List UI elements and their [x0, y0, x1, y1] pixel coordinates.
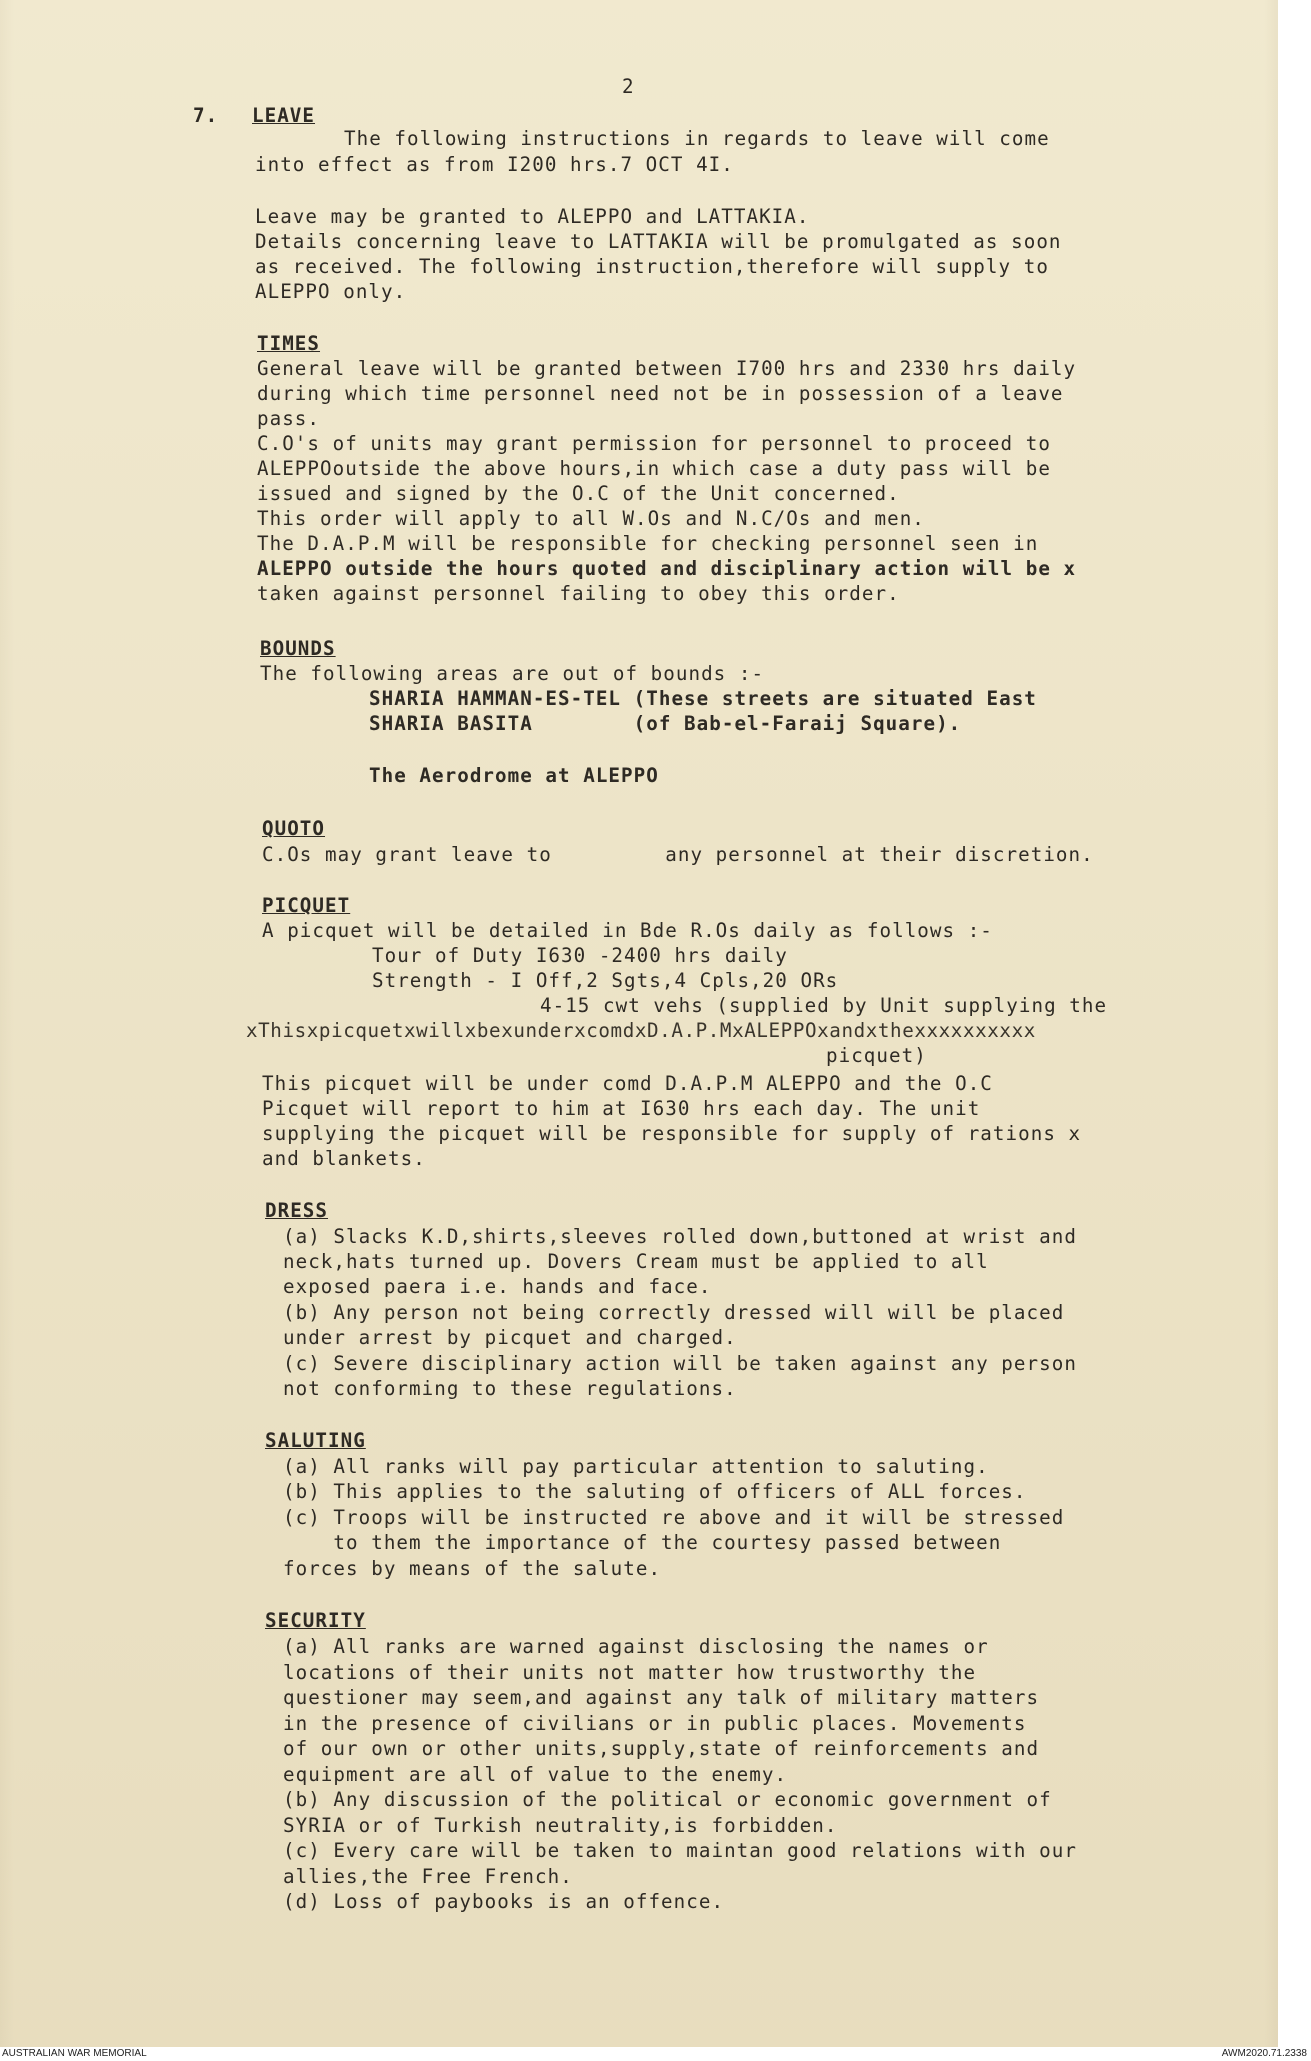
quoto-line: C.Os may grant leave to any personnel at their discretion.: [262, 843, 1094, 866]
security-line: (c) Every care will be taken to maintan good relations with our: [283, 1839, 1077, 1862]
saluting-heading: SALUTING: [265, 1429, 366, 1452]
times-line: This order will apply to all W.Os and N.C/Os and men.: [257, 507, 925, 530]
dress-line: (a) Slacks K.D,shirts,sleeves rolled down,buttoned at wrist and: [283, 1225, 1077, 1248]
dress-line: (b) Any person not being correctly dressed will will be placed: [283, 1301, 1065, 1324]
picquet-line: picquet): [826, 1044, 927, 1067]
times-line: ALEPPO outside the hours quoted and disciplinary action will be x: [257, 557, 1077, 580]
picquet-after-line: Picquet will report to him at I630 hrs each day. The unit: [262, 1097, 981, 1120]
dress-line: neck,hats turned up. Dovers Cream must be applied to all: [283, 1250, 989, 1273]
leave-intro-line: The following instructions in regards to leave will come: [344, 127, 1050, 150]
security-line: locations of their units not matter how trustworthy the: [283, 1661, 977, 1684]
security-line: (a) All ranks are warned against disclosing the names or: [283, 1635, 989, 1658]
times-line: taken against personnel failing to obey this order.: [257, 582, 900, 605]
bounds-heading: BOUNDS: [260, 637, 336, 660]
security-line: in the presence of civilians or in public places. Movements: [283, 1712, 1027, 1735]
dress-line: exposed paera i.e. hands and face.: [283, 1275, 712, 1298]
picquet-line: Tour of Duty I630 -2400 hrs daily: [372, 944, 788, 967]
picquet-line: Strength - I Off,2 Sgts,4 Cpls,20 ORs: [372, 969, 839, 992]
bounds-aerodrome: The Aerodrome at ALEPPO: [369, 764, 659, 787]
leave-heading: LEAVE: [252, 104, 316, 127]
leave-places-line: ALEPPO only.: [255, 280, 407, 303]
times-line: General leave will be granted between I700 hrs and 2330 hrs daily: [257, 357, 1077, 380]
security-heading: SECURITY: [265, 1609, 366, 1632]
saluting-line: (b) This applies to the saluting of officers of ALL forces.: [283, 1480, 1027, 1503]
leave-intro-line: into effect as from I200 hrs.7 OCT 4I.: [255, 153, 734, 176]
picquet-after-line: This picquet will be under comd D.A.P.M ALEPPO and the O.C: [262, 1072, 993, 1095]
footer-reference: AWM2020.71.2338: [1221, 2048, 1307, 2059]
security-line: equipment are all of value to the enemy.: [283, 1763, 788, 1786]
archive-footer: [0, 2047, 1311, 2061]
security-line: (d) Loss of paybooks is an offence.: [283, 1890, 725, 1913]
saluting-line: (c) Troops will be instructed re above and it will be stressed: [283, 1506, 1065, 1529]
security-line: questioner may seem,and against any talk of military matters: [283, 1686, 1040, 1709]
dress-line: under arrest by picquet and charged.: [283, 1326, 737, 1349]
saluting-line: (a) All ranks will pay particular attention to saluting.: [283, 1455, 989, 1478]
picquet-line: 4-15 cwt vehs (supplied by Unit supplying the: [540, 994, 1108, 1017]
quoto-heading: QUOTO: [262, 817, 326, 840]
security-line: (b) Any discussion of the political or economic government of: [283, 1788, 1052, 1811]
page-number: 2: [622, 75, 635, 98]
times-line: during which time personnel need not be in possession of a leave: [257, 382, 1064, 405]
saluting-line: to them the importance of the courtesy passed between: [283, 1531, 1002, 1554]
picquet-line: A picquet will be detailed in Bde R.Os daily as follows :-: [262, 919, 993, 942]
dress-line: not conforming to these regulations.: [283, 1377, 737, 1400]
security-line: SYRIA or of Turkish neutrality,is forbidden.: [283, 1814, 838, 1837]
security-line: of our own or other units,supply,state of reinforcements and: [283, 1737, 1040, 1760]
dress-line: (c) Severe disciplinary action will be taken against any person: [283, 1352, 1077, 1375]
times-line: pass.: [257, 407, 321, 430]
footer-source: AUSTRALIAN WAR MEMORIAL: [2, 2048, 147, 2059]
saluting-line: forces by means of the salute.: [283, 1557, 662, 1580]
picquet-heading: PICQUET: [262, 894, 351, 917]
leave-places-line: Leave may be granted to ALEPPO and LATTAKIA.: [255, 205, 810, 228]
bounds-street: SHARIA BASITA (of Bab-el-Faraij Square).: [369, 712, 962, 735]
leave-places-line: as received. The following instruction,therefore will supply to: [255, 255, 1049, 278]
security-line: allies,the Free French.: [283, 1865, 573, 1888]
times-line: C.O's of units may grant permission for personnel to proceed to: [257, 432, 1051, 455]
times-line: ALEPPOoutside the above hours,in which case a duty pass will be: [257, 457, 1051, 480]
leave-places-line: Details concerning leave to LATTAKIA will be promulgated as soon: [255, 230, 1062, 253]
picquet-after-line: supplying the picquet will be responsible for supply of rations x: [262, 1122, 1082, 1145]
section-number: 7.: [193, 104, 219, 127]
bounds-street: SHARIA HAMMAN-ES-TEL (These streets are situated East: [369, 687, 1037, 710]
picquet-struck-line: xThisxpicquetxwillxbexunderxcomdxD.A.P.MxALEPPOxandxthexxxxxxxxxx: [246, 1019, 1036, 1042]
times-line: The D.A.P.M will be responsible for checking personnel seen in: [257, 532, 1039, 555]
dress-heading: DRESS: [265, 1199, 329, 1222]
times-line: issued and signed by the O.C of the Unit concerned.: [257, 482, 900, 505]
bounds-intro: The following areas are out of bounds :-: [260, 662, 765, 685]
picquet-after-line: and blankets.: [262, 1147, 426, 1170]
times-heading: TIMES: [257, 332, 321, 355]
